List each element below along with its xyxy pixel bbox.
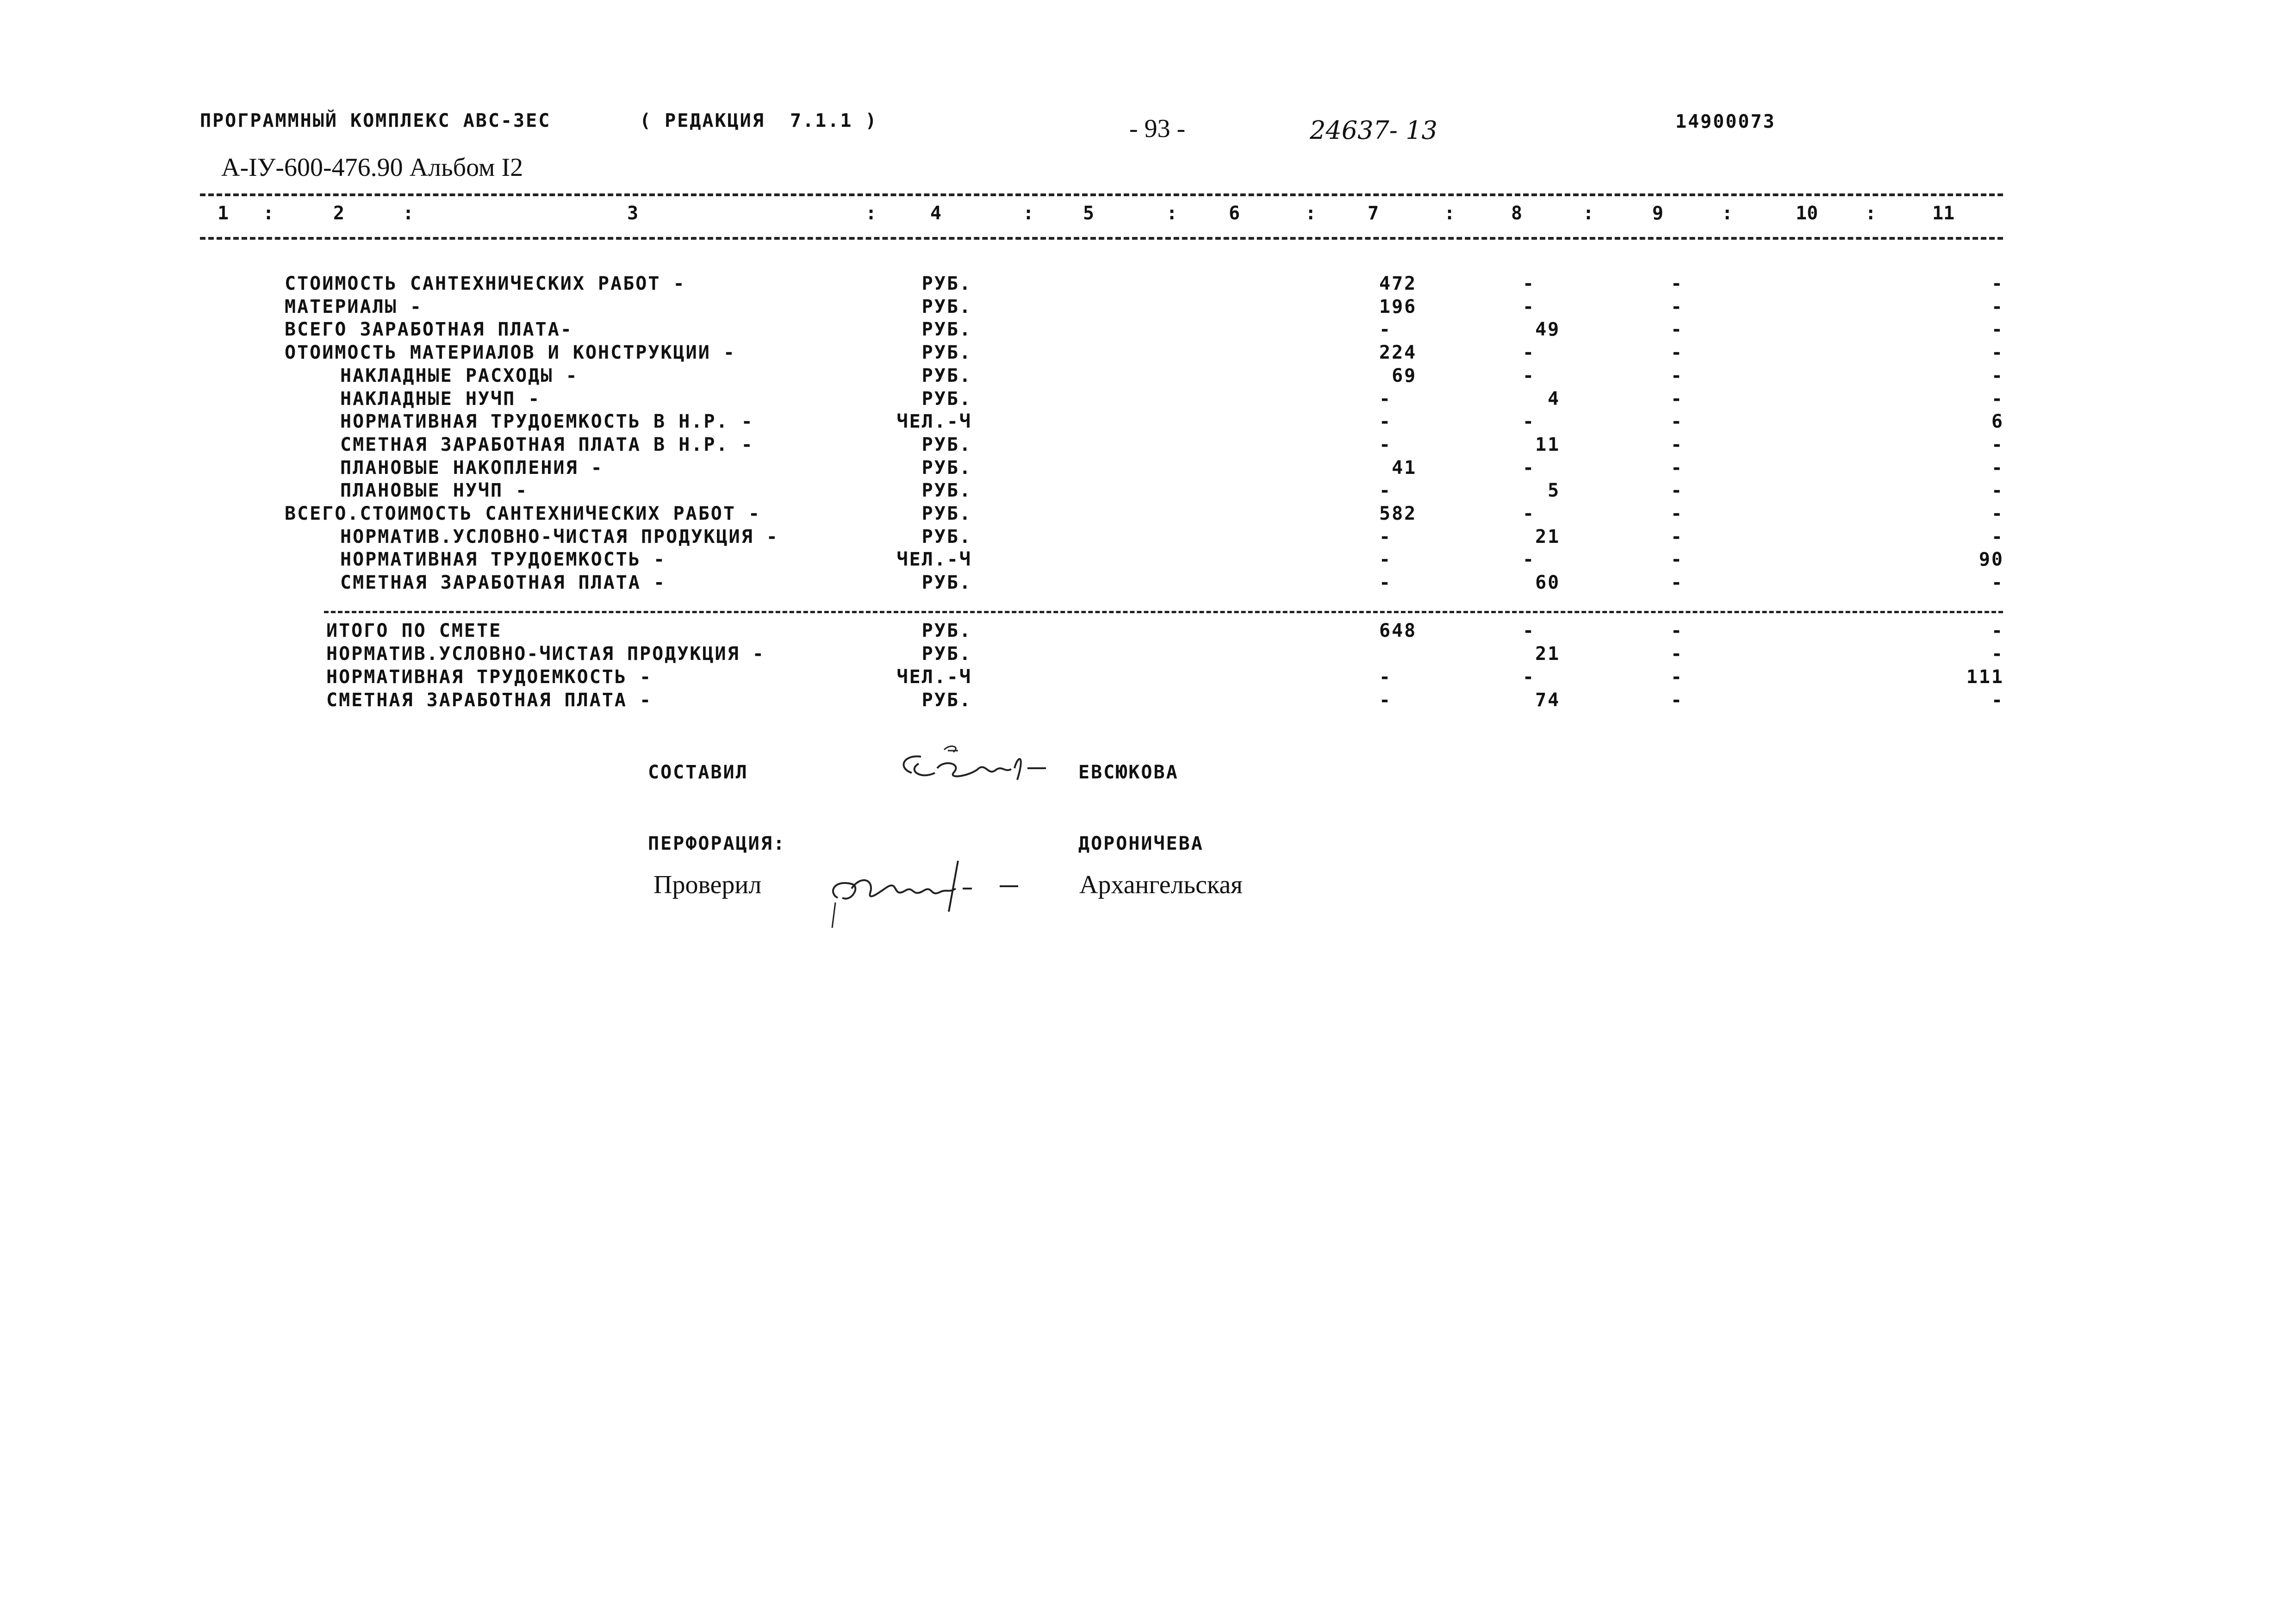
- col-9-value: -: [1671, 411, 1684, 433]
- col-9-value: -: [1671, 643, 1684, 665]
- row-unit: ЧЕЛ.-Ч: [896, 549, 972, 571]
- column-number-1: 1: [218, 203, 229, 224]
- totals-rule: [324, 611, 2003, 613]
- column-separator: :: [865, 203, 877, 224]
- column-separator: :: [403, 203, 414, 224]
- col-9-value: -: [1671, 365, 1684, 386]
- col-11-value: -: [1991, 503, 2004, 524]
- table-row: [0, 503, 2296, 526]
- col-8-value: 11: [1523, 434, 1561, 455]
- edition-label: ( РЕДАКЦИЯ 7.1.1 ): [640, 110, 878, 131]
- col-11-value: -: [1991, 457, 2004, 479]
- col-9-value: -: [1671, 273, 1684, 294]
- header-top-rule: [200, 193, 2003, 196]
- col-8-value: 60: [1523, 572, 1561, 594]
- column-separator: :: [1166, 203, 1178, 224]
- row-label: НАКЛАДНЫЕ НУЧП -: [340, 388, 541, 410]
- table-row: [0, 526, 2296, 549]
- row-unit: РУБ.: [921, 643, 972, 665]
- col-8-value: 21: [1523, 643, 1561, 665]
- row-unit: РУБ.: [921, 273, 972, 294]
- col-8-value: 74: [1523, 690, 1561, 711]
- col-8-value: 5: [1523, 480, 1561, 502]
- row-label: СМЕТНАЯ ЗАРАБОТНАЯ ПЛАТА -: [340, 572, 666, 594]
- program-title: ПРОГРАММНЫЙ КОМПЛЕКС АВС-3ЕС: [200, 110, 551, 131]
- column-separator: :: [1865, 203, 1877, 224]
- row-unit: РУБ.: [921, 434, 972, 455]
- row-unit: РУБ.: [921, 365, 972, 386]
- col-11-value: 6: [1979, 411, 2004, 433]
- table-row: [0, 365, 2296, 388]
- col-11-value: -: [1991, 296, 2004, 317]
- col-7-value: 69: [1379, 365, 1417, 386]
- checked-signature: [824, 842, 1037, 935]
- row-unit: ЧЕЛ.-Ч: [896, 411, 972, 433]
- column-separator: :: [1305, 203, 1317, 224]
- row-unit: РУБ.: [921, 526, 972, 547]
- compiled-name: ЕВСЮКОВА: [1078, 762, 1179, 783]
- col-7-value: 41: [1379, 457, 1417, 479]
- row-label: ПЛАНОВЫЕ НАКОПЛЕНИЯ -: [340, 457, 604, 479]
- header-bottom-rule: [200, 237, 2003, 240]
- column-separator: :: [1722, 203, 1733, 224]
- table-row: [0, 296, 2296, 319]
- row-unit: РУБ.: [921, 620, 972, 641]
- column-number-3: 3: [627, 203, 639, 224]
- row-label: ВСЕГО ЗАРАБОТНАЯ ПЛАТА-: [285, 319, 573, 341]
- col-8-value: -: [1523, 457, 1536, 479]
- row-unit: РУБ.: [921, 503, 972, 524]
- col-7-value: 582: [1379, 503, 1417, 524]
- column-number-4: 4: [930, 203, 942, 224]
- col-9-value: -: [1671, 526, 1684, 547]
- table-row: [0, 319, 2296, 342]
- row-label: НОРМАТИВ.УСЛОВНО-ЧИСТАЯ ПРОДУКЦИЯ -: [340, 526, 779, 547]
- table-row: [0, 620, 2296, 643]
- row-unit: РУБ.: [921, 342, 972, 364]
- row-label: ИТОГО ПО СМЕТЕ: [326, 620, 502, 641]
- table-row: [0, 572, 2296, 595]
- col-11-value: 111: [1966, 666, 2004, 688]
- column-number-8: 8: [1511, 203, 1523, 224]
- column-separator: :: [1583, 203, 1594, 224]
- row-label: ВСЕГО.СТОИМОСТЬ САНТЕХНИЧЕСКИХ РАБОТ -: [285, 503, 761, 524]
- col-11-value: -: [1991, 319, 2004, 341]
- col-11-value: -: [1991, 526, 2004, 547]
- row-unit: РУБ.: [921, 480, 972, 502]
- table-row: [0, 666, 2296, 690]
- col-8-value: -: [1523, 666, 1536, 688]
- col-8-value: -: [1523, 365, 1536, 386]
- col-11-value: -: [1991, 434, 2004, 455]
- table-row: [0, 643, 2296, 666]
- column-number-5: 5: [1083, 203, 1095, 224]
- col-8-value: -: [1523, 273, 1536, 294]
- col-8-value: 4: [1523, 388, 1561, 410]
- col-7-value: 472: [1379, 273, 1417, 294]
- table-row: [0, 480, 2296, 503]
- col-9-value: -: [1671, 572, 1684, 594]
- row-label: СМЕТНАЯ ЗАРАБОТНАЯ ПЛАТА В Н.Р. -: [340, 434, 754, 455]
- row-label: СМЕТНАЯ ЗАРАБОТНАЯ ПЛАТА -: [326, 690, 653, 711]
- col-7-value: -: [1379, 319, 1392, 341]
- col-11-value: -: [1991, 273, 2004, 294]
- column-number-7: 7: [1368, 203, 1379, 224]
- page-number: - 93 -: [1129, 114, 1186, 143]
- album-code: А-IУ-600-476.90 Альбом I2: [221, 153, 523, 182]
- row-label: МАТЕРИАЛЫ -: [285, 296, 423, 317]
- table-row: [0, 434, 2296, 457]
- column-separator: :: [1444, 203, 1456, 224]
- col-11-value: -: [1991, 620, 2004, 641]
- col-7-value: -: [1379, 434, 1392, 455]
- col-8-value: 21: [1523, 526, 1561, 547]
- col-7-value: -: [1379, 526, 1392, 547]
- col-9-value: -: [1671, 434, 1684, 455]
- col-7-value: 648: [1379, 620, 1417, 641]
- col-8-value: -: [1523, 620, 1536, 641]
- col-7-value: 196: [1379, 296, 1417, 317]
- row-unit: ЧЕЛ.-Ч: [896, 666, 972, 688]
- col-9-value: -: [1671, 296, 1684, 317]
- col-8-value: -: [1523, 342, 1536, 364]
- row-label: НОРМАТИВНАЯ ТРУДОЕМКОСТЬ В Н.Р. -: [340, 411, 754, 433]
- col-9-value: -: [1671, 457, 1684, 479]
- col-8-value: -: [1523, 411, 1536, 433]
- column-number-2: 2: [333, 203, 345, 224]
- checked-name: Архангельская: [1079, 871, 1243, 899]
- row-label: НАКЛАДНЫЕ РАСХОДЫ -: [340, 365, 579, 386]
- table-row: [0, 273, 2296, 296]
- column-separator: :: [1023, 203, 1034, 224]
- table-row: [0, 411, 2296, 434]
- col-11-value: -: [1991, 690, 2004, 711]
- col-11-value: -: [1991, 572, 2004, 594]
- column-separator: :: [263, 203, 274, 224]
- col-7-value: -: [1379, 690, 1392, 711]
- col-8-value: -: [1523, 296, 1536, 317]
- col-11-value: -: [1991, 365, 2004, 386]
- perforation-label: ПЕРФОРАЦИЯ:: [648, 833, 786, 854]
- table-row: [0, 457, 2296, 480]
- column-number-10: 10: [1796, 203, 1818, 224]
- col-7-value: -: [1379, 572, 1392, 594]
- row-unit: РУБ.: [921, 457, 972, 479]
- row-label: ПЛАНОВЫЕ НУЧП -: [340, 480, 529, 502]
- row-unit: РУБ.: [921, 572, 972, 594]
- column-number-11: 11: [1932, 203, 1955, 224]
- col-9-value: -: [1671, 620, 1684, 641]
- col-11-value: -: [1991, 643, 2004, 665]
- col-7-value: -: [1379, 666, 1392, 688]
- column-number-9: 9: [1652, 203, 1664, 224]
- col-7-value: -: [1379, 411, 1392, 433]
- table-row: [0, 690, 2296, 713]
- col-9-value: -: [1671, 690, 1684, 711]
- col-9-value: -: [1671, 480, 1684, 502]
- compiled-label: СОСТАВИЛ: [648, 762, 748, 783]
- row-label: СТОИМОСТЬ САНТЕХНИЧЕСКИХ РАБОТ -: [285, 273, 686, 294]
- row-label: ОТОИМОСТЬ МАТЕРИАЛОВ И КОНСТРУКЦИИ -: [285, 342, 736, 364]
- col-11-value: 90: [1979, 549, 2004, 571]
- col-9-value: -: [1671, 319, 1684, 341]
- col-7-value: -: [1379, 388, 1392, 410]
- row-label: НОРМАТИВ.УСЛОВНО-ЧИСТАЯ ПРОДУКЦИЯ -: [326, 643, 765, 665]
- table-row: [0, 549, 2296, 572]
- col-7-value: 224: [1379, 342, 1417, 364]
- row-label: НОРМАТИВНАЯ ТРУДОЕМКОСТЬ -: [326, 666, 653, 688]
- checked-label: Проверил: [653, 871, 762, 899]
- row-unit: РУБ.: [921, 690, 972, 711]
- col-9-value: -: [1671, 342, 1684, 364]
- perforation-name: ДОРОНИЧЕВА: [1078, 833, 1204, 854]
- col-7-value: -: [1379, 480, 1392, 502]
- handwritten-code: 24637- 13: [1310, 116, 1437, 145]
- row-unit: РУБ.: [921, 296, 972, 317]
- table-row: [0, 342, 2296, 365]
- row-unit: РУБ.: [921, 388, 972, 410]
- col-11-value: -: [1991, 480, 2004, 502]
- col-11-value: -: [1991, 342, 2004, 364]
- col-8-value: -: [1523, 549, 1536, 571]
- col-7-value: -: [1379, 549, 1392, 571]
- col-11-value: -: [1991, 388, 2004, 410]
- col-8-value: -: [1523, 503, 1536, 524]
- col-9-value: -: [1671, 388, 1684, 410]
- col-9-value: -: [1671, 666, 1684, 688]
- col-8-value: 49: [1523, 319, 1561, 341]
- col-9-value: -: [1671, 503, 1684, 524]
- row-label: НОРМАТИВНАЯ ТРУДОЕМКОСТЬ -: [340, 549, 666, 571]
- document-code: 14900073: [1675, 111, 1776, 132]
- col-9-value: -: [1671, 549, 1684, 571]
- table-row: [0, 388, 2296, 411]
- row-unit: РУБ.: [921, 319, 972, 341]
- column-number-6: 6: [1229, 203, 1240, 224]
- compiled-signature: [893, 736, 1051, 791]
